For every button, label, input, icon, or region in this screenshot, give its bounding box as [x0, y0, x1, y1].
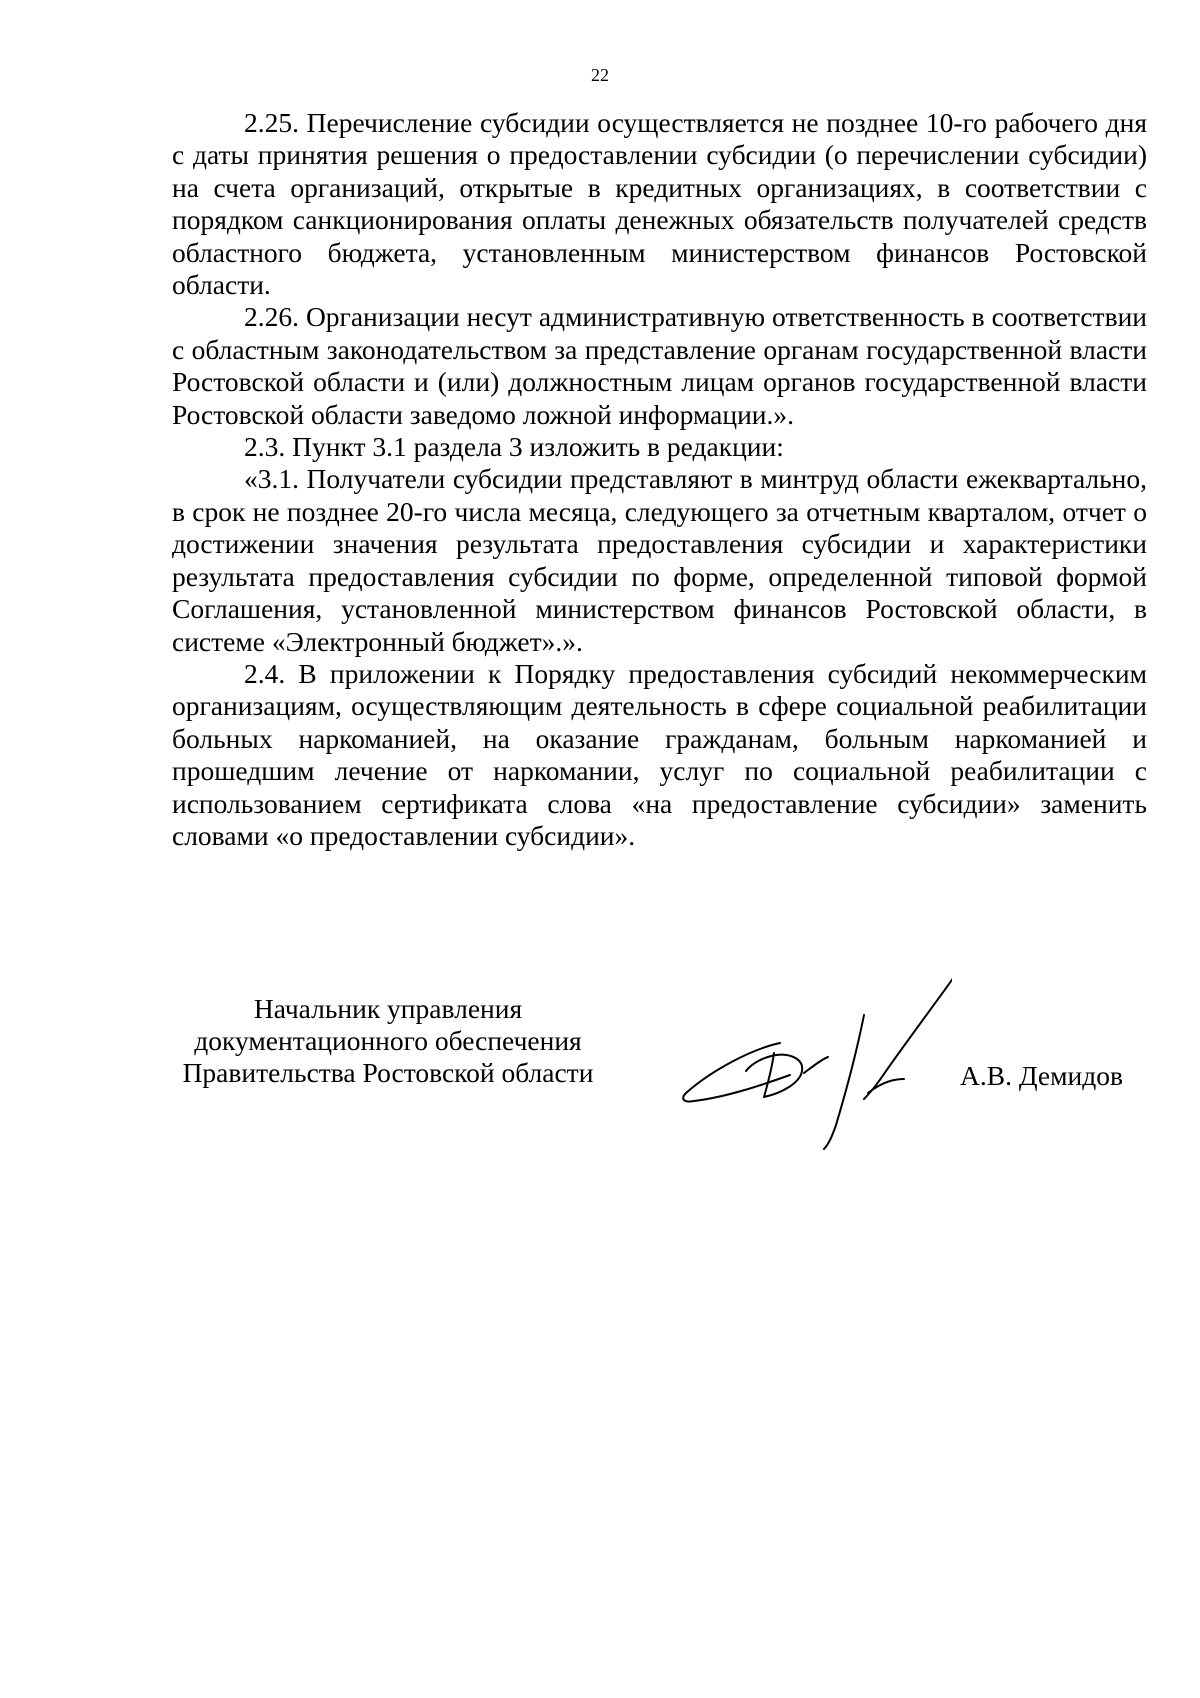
signatory-title: [168, 993, 608, 1089]
signatory-title-line-2: документационного обеспечения: [194, 1025, 582, 1056]
paragraph-2-3: 2.3. Пункт 3.1 раздела 3 изложить в редакции:: [244, 431, 784, 463]
handwritten-signature: [672, 975, 952, 1150]
paragraph-3-1: «3.1. Получатели субсидии представляют в минтруд области ежеквартально, в срок не позднее 20-го числа месяца, следующего за отчетным кварталом, отчет о достижении значения результата предоставления субсидии и характеристики результата предоставления субсидии по форме, определенной типовой формой Соглашения, установленной министерством финансов Ростовской области, в системе «Электронный бюджет».».: [172, 463, 1147, 657]
page-number: 22: [591, 65, 609, 85]
signatory-name: А.В. Демидов: [960, 1060, 1123, 1091]
paragraph-2-4: 2.4. В приложении к Порядку предоставления субсидий некоммерческим организациям, осуществляющим деятельность в сфере социальной реабилитации больных наркоманией, на оказание гражданам, больным наркоманией и прошедшим лечение от наркомании, услуг по социальной реабилитации с использованием сертификата слова «на предоставление субсидии» заменить словами «о предоставлении субсидии».: [172, 657, 1147, 851]
signatory-title-line-3: Правительства Ростовской области: [182, 1057, 594, 1088]
signatory-title-line-1: Начальник управления: [253, 993, 523, 1024]
paragraph-2-25: 2.25. Перечисление субсидии осуществляется не позднее 10-го рабочего дня с даты принятия решения о предоставлении субсидии (о перечислении субсидии) на счета организаций, открытые в кредитных организациях, в соответствии с порядком санкционирования оплаты денежных обязательств получателей средств областного бюджета, установленным министерством финансов Ростовской области.: [172, 107, 1147, 301]
paragraph-2-26: 2.26. Организации несут административную ответственность в соответствии с областным законодательством за представление органам государственной власти Ростовской области и (или) должностным лицам органов государственной власти Ростовской области заведомо ложной информации.».: [172, 301, 1147, 430]
document-body: [172, 107, 1147, 852]
